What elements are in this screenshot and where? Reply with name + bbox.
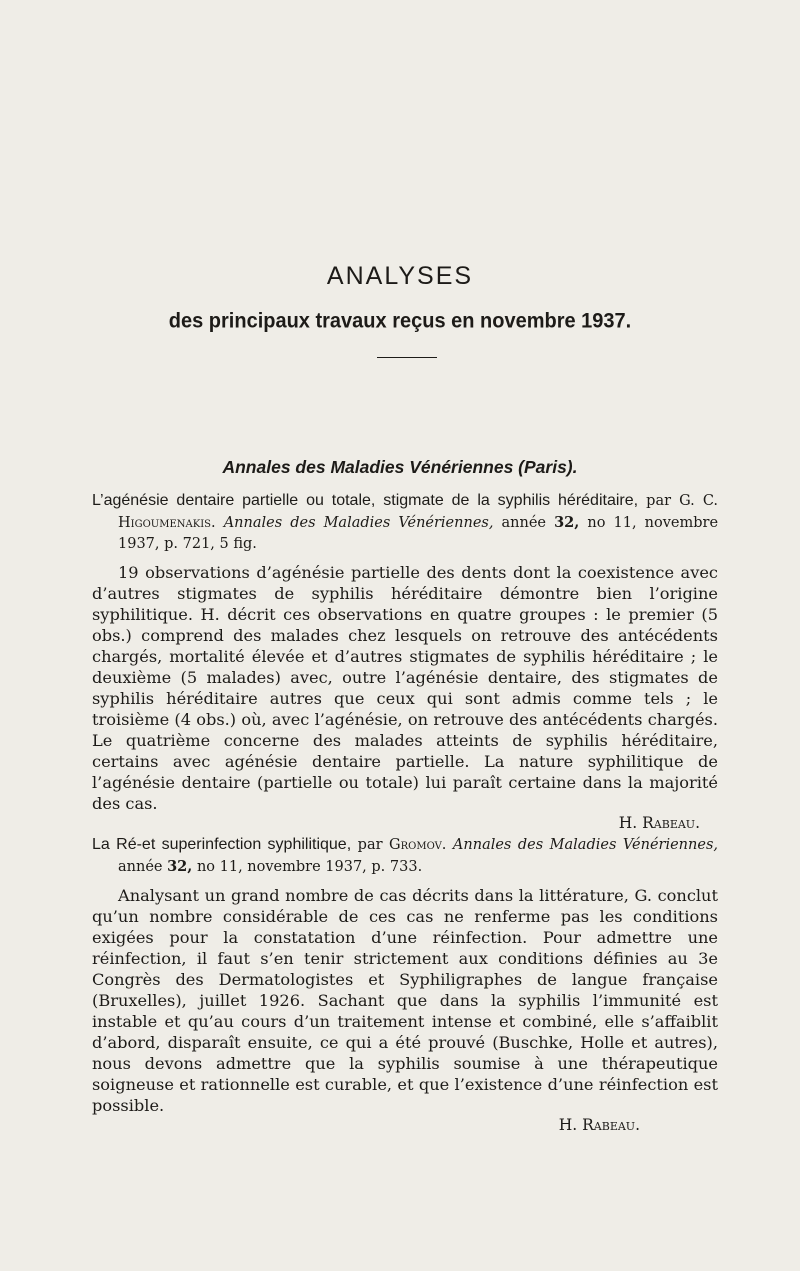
title-divider <box>377 357 437 358</box>
article-1-signature: H. Rabeau. <box>618 814 700 832</box>
article-2-by: par <box>357 837 383 853</box>
article-2-journal: Annales des Maladies Vénériennes, <box>452 837 718 853</box>
article-2-signature: H. Rabeau. <box>558 1116 640 1134</box>
article-2 <box>92 834 718 1134</box>
article-1-body: 19 observations d’agénésie partielle des dents dont la coexistence avec d’autres stigmates de syphilis héréditaire démontre bien l’origine syphilitique. H. décrit ces observations en quatre groupes : le premier (5 obs.) comprend des malades chez lesquels on retrouve des antécédents chargés, mortalité élevée et d’autres stigmates de syphilis héréditaire ; le deuxième (5 malades) avec, outre l’agénésie dentaire, des stigmates de syphilis héréditaire autres que ceux qui sont admis comme tels ; le troisième (4 obs.) où, avec l’agénésie, on retrouve des antécédents chargés. Le quatrième concerne des malades atteints de syphilis héréditaire, certains avec agénésie dentaire partielle. La nature syphilitique de l’agénésie dentaire (partielle ou totale) lui paraît certaine dans la majorité des cas. <box>92 563 718 813</box>
article-2-body: Analysant un grand nombre de cas décrits dans la littérature, G. conclut qu’un nombre considérable de ces cas ne renferme pas les conditions exigées pour la constatation d’une réinfection. Pour admettre une réinfection, il faut s’en tenir strictement aux conditions définies au 3e Congrès des Dermatologistes et Syphiligraphes de langue française (Bruxelles), juillet 1926. Sachant que dans la syphilis l’immunité est instable et qu’au cours d’un traitement intense et combiné, elle s’affaiblit d’abord, disparaît ensuite, ce qui a été prouvé (Buschke, Holle et autres), nous devons admettre que la syphilis soumise à une thérapeutique soigneuse et rationnelle est curable, et que l’existence d’une réinfection est possible. <box>92 886 718 1115</box>
article-1-journal: Annales des Maladies Vénériennes, <box>223 515 494 531</box>
article-1-ref: no 11, novembre 1937, p. 721, 5 fig. <box>118 515 719 552</box>
journal-heading: Annales des Maladies Vénériennes (Paris). <box>222 457 578 477</box>
article-1 <box>92 490 718 832</box>
article-1-title: L’agénésie dentaire partielle ou totale, stigmate de la syphilis héréditaire, <box>92 492 639 509</box>
article-2-title: La Ré-et superinfection syphilitique, <box>92 836 352 853</box>
article-2-author: Gromov. <box>389 837 447 853</box>
article-2-header <box>92 834 718 878</box>
article-1-author: G. C. Higoumenakis. <box>118 493 719 531</box>
article-2-year-label: année <box>118 859 163 875</box>
page-subtitle: des principaux travaux reçus en novembre 1937. <box>168 309 632 333</box>
article-1-volume: 32, <box>554 514 580 531</box>
article-1-header <box>92 490 718 555</box>
article-2-volume: 32, <box>167 858 193 875</box>
article-2-ref: no 11, novembre 1937, p. 733. <box>196 859 423 875</box>
page-title: ANALYSES <box>326 262 474 290</box>
article-1-year-label: année <box>501 515 547 531</box>
article-1-by: par <box>646 493 672 509</box>
